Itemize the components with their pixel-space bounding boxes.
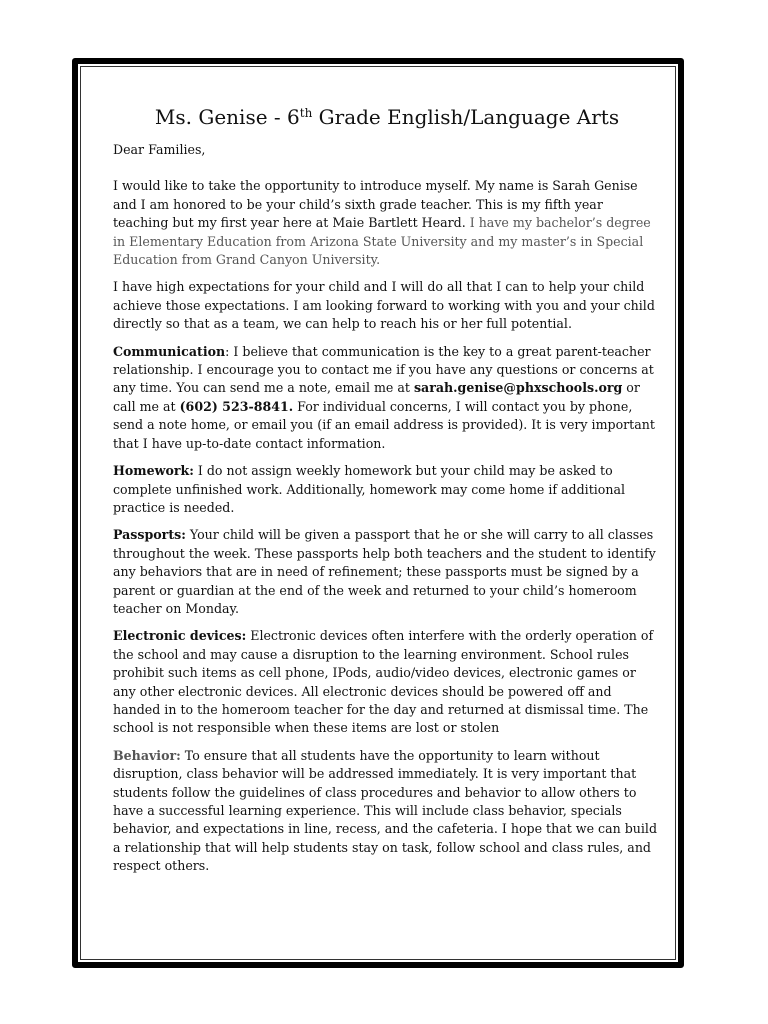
passports-paragraph: Passports: Your child will be given a passport that he or she will carry to all classes throughout the week. These passports help both teachers and the student to identify any behaviors that are in need of refinement; these passports must be signed by a parent or guardian at the end of the week and returned to your child’s homeroom teacher on Monday. <box>113 527 656 616</box>
passports-label: Passports: <box>113 527 186 543</box>
letter-body <box>113 104 661 885</box>
intro-paragraph: I would like to take the opportunity to introduce myself. My name is Sarah Genise and I am honored to be your child’s sixth grade teacher. This is my fifth year teaching but my first year here at Maie Bartlett Heard. I have my bachelor’s degree in Elementary Education from Arizona State University and my master’s in Special Education from Grand Canyon University. <box>113 178 651 268</box>
devices-label: Electronic devices: <box>113 628 247 644</box>
homework-paragraph: Homework: I do not assign weekly homework but your child may be asked to complete unfinished work. Additionally, homework may come home if additional practice is needed. <box>113 463 626 515</box>
devices-paragraph: Electronic devices: Electronic devices often interfere with the orderly operation of the school and may cause a disruption to the learning environment. School rules prohibit such items as cell phone, IPods, audio/video devices, electronic games or any other electronic devices. All electronic devices should be powered off and handed in to the homeroom teacher for the day and returned at dismissal time. The school is not responsible when these items are lost or stolen <box>113 628 654 736</box>
phone-number: (602) 523-8841. <box>179 398 294 414</box>
communication-paragraph: Communication: I believe that communication is the key to a great parent-teacher relationship. I encourage you to contact me if you have any questions or concerns at any time. You can send me a note, email me at sarah.genise@phxschools.org or call me at (602) 523-8841. For individual concerns, I will contact you by phone, send a note home, or email you (if an email address is provided). It is very important that I have up-to-date contact information. <box>113 343 655 451</box>
salutation: Dear Families, <box>113 142 206 157</box>
behavior-paragraph: Behavior: To ensure that all students have the opportunity to learn without disruption, class behavior will be addressed immediately. It is very important that students follow the guidelines of class procedures and behavior to allow others to have a successful learning experience. This will include class behavior, specials behavior, and expectations in line, recess, and the cafeteria. I hope that we can build a relationship that will help students stay on task, follow school and class rules, and respect others. <box>113 747 658 874</box>
communication-label: Communication <box>113 343 226 359</box>
email-address[interactable]: sarah.genise@phxschools.org <box>413 380 623 396</box>
behavior-label: Behavior: <box>113 747 181 763</box>
page-title: Ms. Genise - 6th Grade English/Language Arts <box>154 105 620 129</box>
homework-label: Homework: <box>113 463 194 479</box>
expectations-paragraph: I have high expectations for your child and I will do all that I can to help your child achieve those expectations. I am looking forward to working with you and your child directly so that as a team, we can help to reach his or her full potential. <box>113 279 655 332</box>
